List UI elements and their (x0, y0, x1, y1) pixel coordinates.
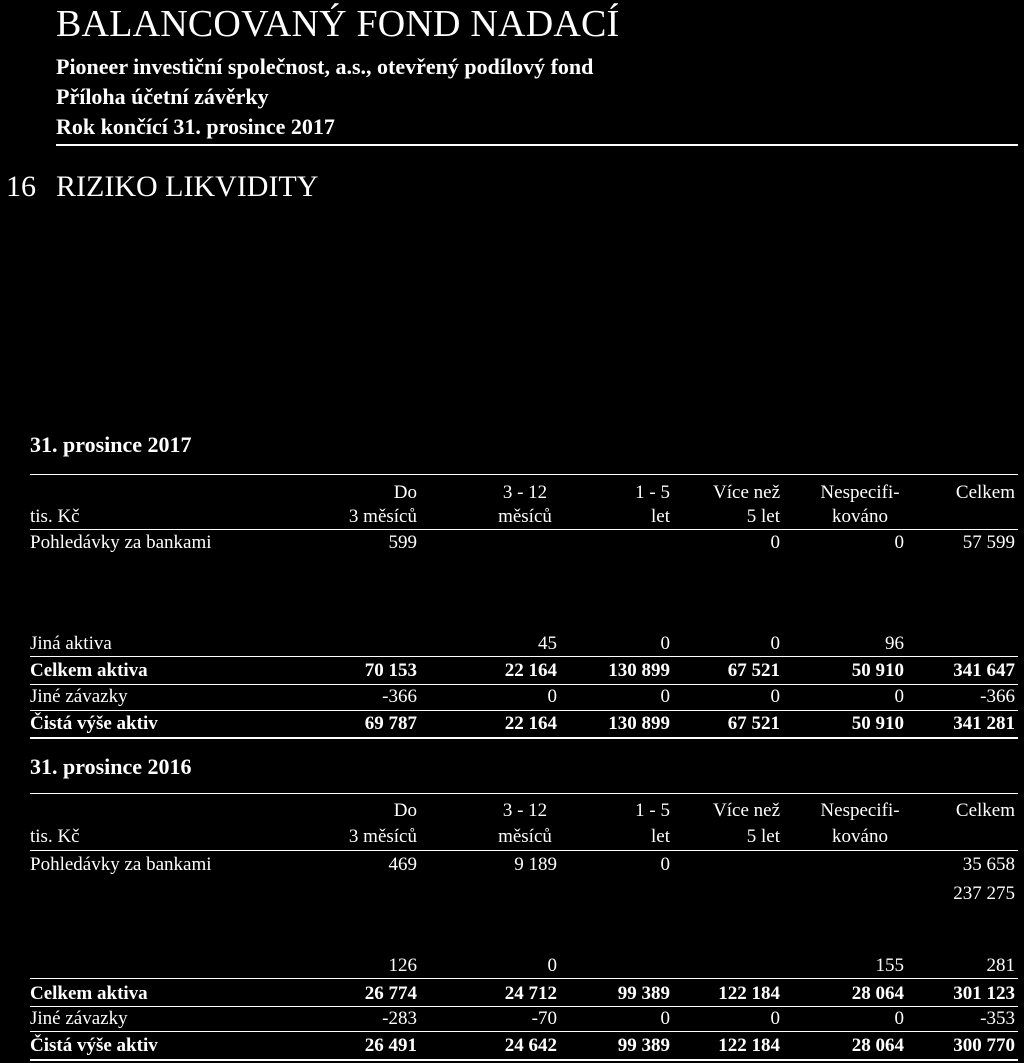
row-rule (30, 656, 1018, 657)
table-2017-title: 31. prosince 2017 (30, 432, 192, 457)
cell-value: 50 910 (851, 660, 904, 681)
col1-head-line1: Do (393, 482, 417, 503)
cell-value: 0 (660, 633, 670, 654)
cell-value: 122 184 (718, 1035, 780, 1056)
cell-value: 0 (770, 686, 780, 707)
cell-value: 67 521 (727, 713, 780, 734)
row-label: Jiné závazky (30, 686, 128, 707)
row-label: Jiné závazky (30, 1008, 128, 1029)
cell-value: -283 (382, 1008, 417, 1029)
cell-value: 99 389 (617, 1035, 670, 1056)
cell-value: 24 712 (504, 983, 557, 1004)
appendix-label: Příloha účetní závěrky (56, 84, 269, 109)
cell-value: 126 (388, 955, 417, 976)
cell-value: 9 189 (514, 854, 557, 875)
row-rule (30, 684, 1018, 685)
cell-value: 469 (388, 854, 417, 875)
col4-head-line2: 5 let (746, 506, 780, 527)
cell-value: 341 647 (953, 660, 1015, 681)
cell-value: 26 774 (364, 983, 417, 1004)
row-label: Celkem aktiva (30, 983, 148, 1004)
cell-value: 0 (770, 633, 780, 654)
col1-head-line2: 3 měsíců (348, 826, 417, 847)
row-label: Celkem aktiva (30, 660, 148, 681)
row-rule (30, 978, 1018, 979)
cell-value: 0 (770, 532, 780, 553)
cell-value: 26 491 (364, 1035, 417, 1056)
cell-value: 0 (770, 1008, 780, 1029)
cell-value: 45 (538, 633, 557, 654)
col3-head-line2: let (651, 826, 670, 847)
col2-head-line2: měsíců (498, 506, 552, 527)
cell-value: 0 (547, 955, 557, 976)
document-title: BALANCOVANÝ FOND NADACÍ (56, 3, 620, 45)
cell-value: 599 (388, 532, 417, 553)
col5-head-line2: kováno (832, 826, 888, 847)
col4-head-line1: Více než (713, 800, 780, 821)
cell-value: 57 599 (962, 532, 1015, 553)
cell-value: 0 (660, 854, 670, 875)
unit-label: tis. Kč (30, 506, 80, 527)
col6-head-line1: Celkem (955, 482, 1015, 503)
cell-value: 300 770 (953, 1035, 1015, 1056)
table-2016-top-rule (30, 793, 1018, 794)
cell-value: 96 (885, 633, 904, 654)
row-rule (30, 710, 1018, 711)
cell-value: 69 787 (364, 713, 417, 734)
cell-value: 0 (894, 532, 904, 553)
cell-value: 28 064 (851, 983, 904, 1004)
row-label: Čistá výše aktiv (30, 713, 158, 734)
col5-head-line1: Nespecifi- (820, 800, 900, 821)
col1-head-line2: 3 měsíců (348, 506, 417, 527)
cell-value: 99 389 (617, 983, 670, 1004)
table-2016-head-rule (30, 850, 1018, 851)
cell-value: 301 123 (953, 983, 1015, 1004)
cell-value: 0 (547, 686, 557, 707)
col3-head-line1: 1 - 5 (635, 800, 670, 821)
cell-value: -353 (980, 1008, 1015, 1029)
fund-name: Pioneer investiční společnost, a.s., otevřený podílový fond (56, 54, 594, 79)
col2-head-line1: 3 - 12 (502, 482, 548, 503)
table-2017-head-rule (30, 529, 1018, 530)
year-label: Rok končící 31. prosince 2017 (56, 114, 335, 139)
col2-head-line2: měsíců (498, 826, 552, 847)
cell-value: 341 281 (953, 713, 1015, 734)
table-2017-bottom-rule (30, 737, 1018, 739)
col5-head-line1: Nespecifi- (820, 482, 900, 503)
col4-head-line2: 5 let (746, 826, 780, 847)
cell-value: 22 164 (504, 660, 557, 681)
cell-value: 281 (986, 955, 1015, 976)
row-label: Jiná aktiva (30, 633, 112, 654)
cell-value: 155 (875, 955, 904, 976)
col3-head-line1: 1 - 5 (635, 482, 670, 503)
cell-value: -70 (531, 1008, 557, 1029)
cell-value: 35 658 (962, 854, 1015, 875)
cell-value: 122 184 (718, 983, 780, 1004)
cell-value: 22 164 (504, 713, 557, 734)
table-2016-bottom-rule (30, 1059, 1018, 1061)
cell-value: 130 899 (608, 713, 670, 734)
row-label: Pohledávky za bankami (30, 854, 212, 875)
cell-value: 0 (894, 1008, 904, 1029)
col1-head-line1: Do (393, 800, 417, 821)
unit-label: tis. Kč (30, 826, 80, 847)
table-2017-top-rule (30, 474, 1018, 475)
row-label: Čistá výše aktiv (30, 1035, 158, 1056)
row-rule (30, 1031, 1018, 1032)
col2-head-line1: 3 - 12 (502, 800, 548, 821)
col4-head-line1: Více než (713, 482, 780, 503)
cell-value: 28 064 (851, 1035, 904, 1056)
cell-value: 50 910 (851, 713, 904, 734)
cell-value: 0 (660, 1008, 670, 1029)
cell-value: 24 642 (504, 1035, 557, 1056)
cell-value: -366 (382, 686, 417, 707)
cell-value: 130 899 (608, 660, 670, 681)
section-number: 16 (6, 170, 36, 203)
col6-head-line1: Celkem (955, 800, 1015, 821)
row-rule (30, 1006, 1018, 1007)
cell-value: 0 (660, 686, 670, 707)
row-label: Pohledávky za bankami (30, 532, 212, 553)
table-2016-title: 31. prosince 2016 (30, 754, 192, 779)
col5-head-line2: kováno (832, 506, 888, 527)
cell-value: 237 275 (953, 883, 1015, 904)
col3-head-line2: let (651, 506, 670, 527)
cell-value: 0 (894, 686, 904, 707)
header-divider (56, 144, 1018, 146)
cell-value: 67 521 (727, 660, 780, 681)
section-title: RIZIKO LIKVIDITY (56, 170, 319, 203)
cell-value: 70 153 (364, 660, 417, 681)
cell-value: -366 (980, 686, 1015, 707)
